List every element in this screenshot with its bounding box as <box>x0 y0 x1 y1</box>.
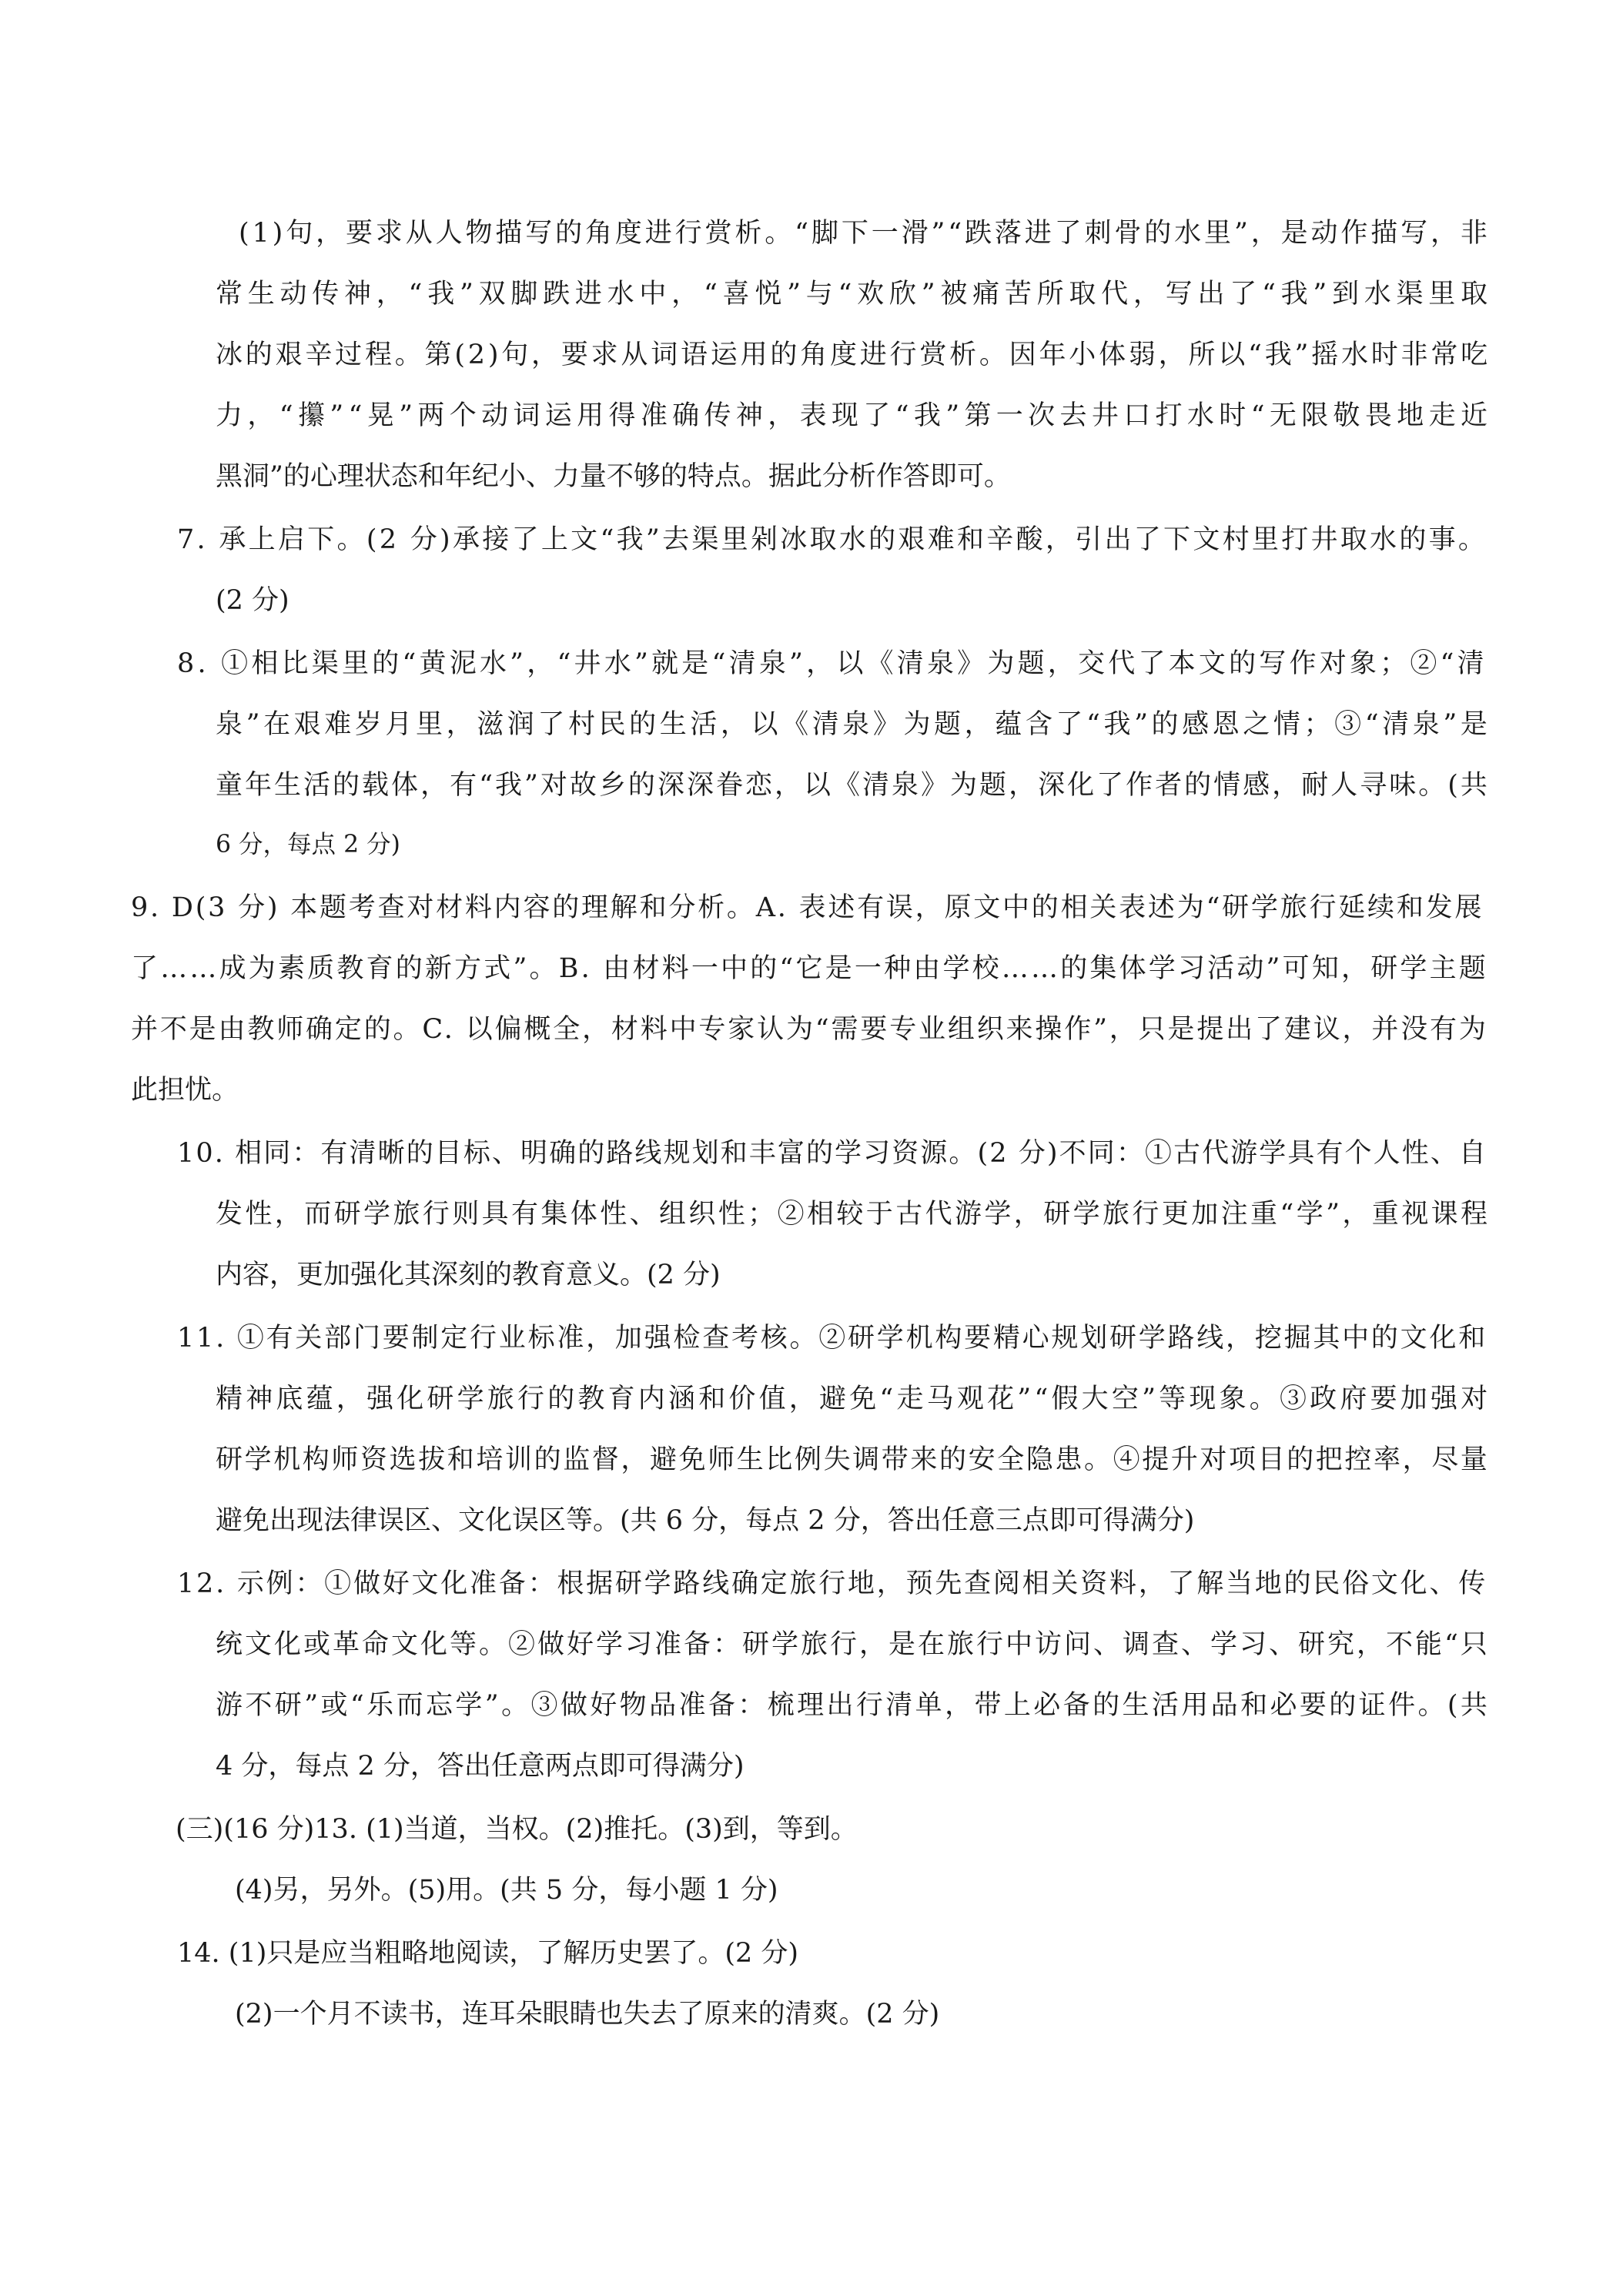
q10-line-2: 发性，而研学旅行则具有集体性、组织性；②相较于古代游学，研学旅行更加注重“学”，重视课程 <box>216 1199 1491 1230</box>
q12-line-2: 统文化或革命文化等。②做好学习准备：研学旅行，是在旅行中访问、调查、学习、研究，不能“只 <box>216 1629 1490 1660</box>
q10-line-1: 10. 相同：有清晰的目标、明确的路线规划和丰富的学习资源。(2 分)不同：①古代游学具有个人性、自 <box>177 1138 1487 1169</box>
q11-line-2: 精神底蕴，强化研学旅行的教育内涵和价值，避免“走马观花”“假大空”等现象。③政府要加强对 <box>216 1384 1491 1414</box>
q11-line-1: 11. ①有关部门要制定行业标准，加强检查考核。②研学机构要精心规划研学路线，挖掘其中的文化和 <box>177 1323 1487 1354</box>
q6-line-5: 黑洞”的心理状态和年纪小、力量不够的特点。据此分析作答即可。 <box>216 461 1011 492</box>
q8-line-4: 6 分，每点 2 分) <box>216 831 400 858</box>
q14-line-2: (2)一个月不读书，连耳朵眼睛也失去了原来的清爽。(2 分) <box>235 1999 940 2030</box>
q9-line-4: 此担忧。 <box>131 1075 239 1106</box>
q7-line-1: 7. 承上启下。(2 分)承接了上文“我”去渠里剁冰取水的艰难和辛酸，引出了下文村里打井取水的事。 <box>177 524 1488 555</box>
q9-line-1: 9. D(3 分) 本题考查对材料内容的理解和分析。A. 表述有误，原文中的相关表述为“研学旅行延续和发展 <box>131 892 1484 923</box>
q8-line-1: 8. ①相比渠里的“黄泥水”，“井水”就是“清泉”，以《清泉》为题，交代了本文的写作对象；②“清 <box>177 648 1487 679</box>
q6-line-4: 力，“攥”“晃”两个动词运用得准确传神，表现了“我”第一次去井口打水时“无限敬畏地走近 <box>216 400 1493 431</box>
q12-line-1: 12. 示例：①做好文化准备：根据研学路线确定旅行地，预先查阅相关资料，了解当地的民俗文化、传 <box>177 1568 1487 1599</box>
q11-line-3: 研学机构师资选拔和培训的监督，避免师生比例失调带来的安全隐患。④提升对项目的把控率，尽量 <box>216 1444 1490 1475</box>
q8-line-3: 童年生活的载体，有“我”对故乡的深深眷恋，以《清泉》为题，深化了作者的情感，耐人寻味。(共 <box>216 770 1490 801</box>
q14-line-1: 14. (1)只是应当粗略地阅读，了解历史罢了。(2 分) <box>177 1938 799 1969</box>
q9-line-3: 并不是由教师确定的。C. 以偏概全，材料中专家认为“需要专业组织来操作”，只是提出了建议，并没有为 <box>131 1014 1488 1045</box>
q9-line-2: 了……成为素质教育的新方式”。B. 由材料一中的“它是一种由学校……的集体学习活动”可知，研学主题 <box>131 953 1488 984</box>
q12-line-4: 4 分，每点 2 分，答出任意两点即可得满分) <box>216 1751 745 1782</box>
q6-line-1: (1)句，要求从人物描写的角度进行赏析。“脚下一滑”“跌落进了刺骨的水里”，是动作描写，非 <box>239 218 1491 249</box>
q8-line-2: 泉”在艰难岁月里，滋润了村民的生活，以《清泉》为题，蕴含了“我”的感恩之情；③“清泉”是 <box>216 709 1491 740</box>
q10-line-3: 内容，更加强化其深刻的教育意义。(2 分) <box>216 1260 721 1290</box>
q6-line-2: 常生动传神，“我”双脚跌进水中，“喜悦”与“欢欣”被痛苦所取代，写出了“我”到水渠里取 <box>216 279 1493 310</box>
q12-line-3: 游不研”或“乐而忘学”。③做好物品准备：梳理出行清单，带上必备的生活用品和必要的证件。(共 <box>216 1690 1491 1721</box>
q6-line-3: 冰的艰辛过程。第(2)句，要求从词语运用的角度进行赏析。因年小体弱，所以“我”摇水时非常吃 <box>216 340 1491 370</box>
q11-line-4: 避免出现法律误区、文化误区等。(共 6 分，每点 2 分，答出任意三点即可得满分) <box>216 1505 1195 1536</box>
q7-line-2: (2 分) <box>216 585 289 616</box>
q13-line-1: (三)(16 分)13. (1)当道，当权。(2)推托。(3)到，等到。 <box>176 1814 858 1845</box>
q13-line-2: (4)另，另外。(5)用。(共 5 分，每小题 1 分) <box>235 1875 778 1906</box>
